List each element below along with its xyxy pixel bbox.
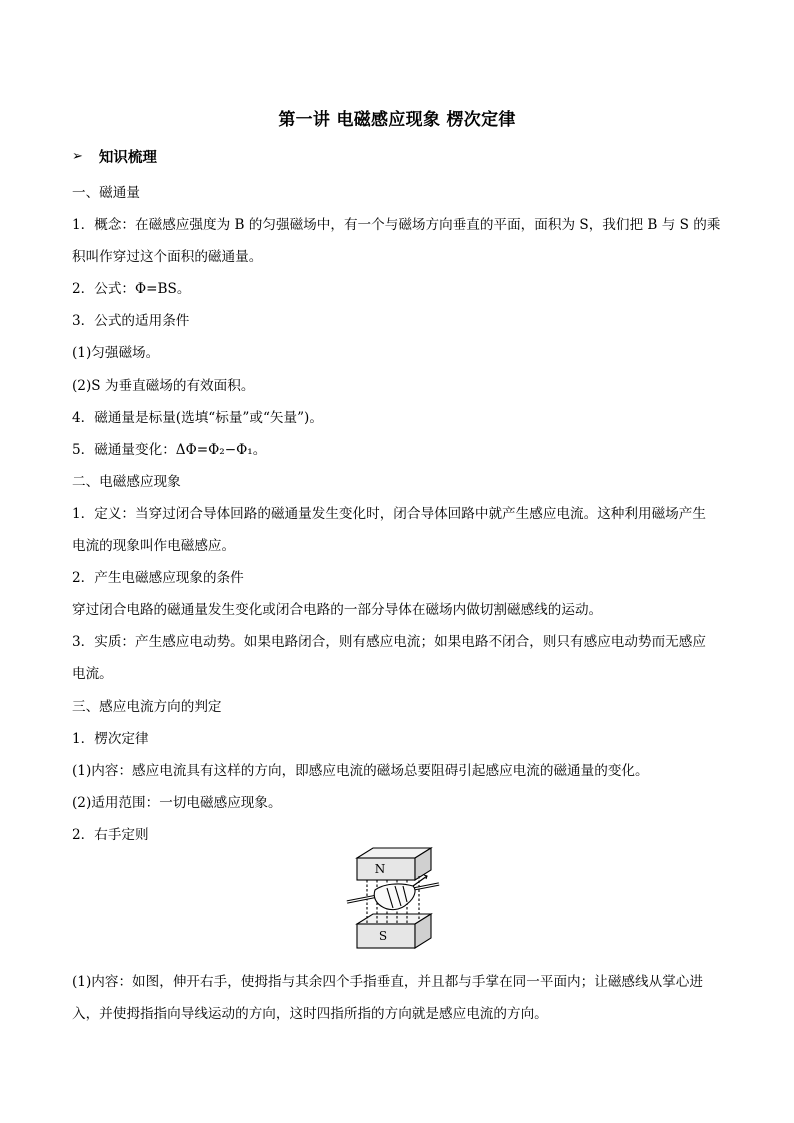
paragraph-line: 1．楞次定律 <box>72 730 149 747</box>
section-heading <box>72 146 157 167</box>
paragraph-line: (1)匀强磁场。 <box>72 345 160 362</box>
arrow-bullet-icon: ➢ <box>72 149 83 164</box>
paragraph-line: 3．公式的适用条件 <box>72 313 190 330</box>
paragraph-line: (2)适用范围：一切电磁感应现象。 <box>72 794 282 811</box>
paragraph-line: 5．磁通量变化：ΔΦ=Φ₂−Φ₁。 <box>72 441 267 458</box>
south-pole-label: S <box>378 929 388 943</box>
right-hand-rule-figure <box>343 846 455 958</box>
paragraph-line: 电流。 <box>72 666 113 683</box>
paragraph-line: (1)内容：如图，伸开右手，使拇指与其余四个手指垂直，并且都与手掌在同一平面内；让磁感线从掌心进 <box>72 974 703 990</box>
paragraph-line: 2．右手定则 <box>72 826 149 843</box>
page-title: 第一讲 电磁感应现象 楞次定律 <box>278 110 516 130</box>
paragraph-line: 2．公式：Φ=BS。 <box>72 281 191 298</box>
section-heading-text: 知识梳理 <box>98 150 157 166</box>
paragraph-line: 1．定义：当穿过闭合导体回路的磁通量发生变化时，闭合导体回路中就产生感应电流。这种利用磁场产生 <box>72 505 706 522</box>
paragraph-line: 三、感应电流方向的判定 <box>72 698 222 715</box>
paragraph-line: (1)内容：感应电流具有这样的方向，即感应电流的磁场总要阻碍引起感应电流的磁通量的变化。 <box>72 762 649 779</box>
paragraph-line: 二、电磁感应现象 <box>72 473 181 490</box>
paragraph-line: 2．产生电磁感应现象的条件 <box>72 570 244 587</box>
paragraph-line: 1．概念：在磁感应强度为 B 的匀强磁场中，有一个与磁场方向垂直的平面，面积为 S，我们把 B 与 S 的乘 <box>72 217 721 234</box>
paragraph-line: 穿过闭合电路的磁通量发生变化或闭合电路的一部分导体在磁场内做切割磁感线的运动。 <box>72 602 603 619</box>
paragraph-line: (2)S 为垂直磁场的有效面积。 <box>72 377 255 394</box>
body-text-lower <box>72 966 722 1030</box>
paragraph-line: 电流的现象叫作电磁感应。 <box>72 538 236 555</box>
north-pole-label: N <box>374 862 386 876</box>
paragraph-line: 3．实质：产生感应电动势。如果电路闭合，则有感应电流；如果电路不闭合，则只有感应电动势而无感应 <box>72 634 706 651</box>
paragraph-line: 入，并使拇指指向导线运动的方向，这时四指所指的方向就是感应电流的方向。 <box>72 1006 548 1023</box>
body-text-upper <box>72 177 722 851</box>
paragraph-line: 积叫作穿过这个面积的磁通量。 <box>72 249 263 266</box>
paragraph-line: 4．磁通量是标量(选填“标量”或“矢量”)。 <box>72 409 323 426</box>
paragraph-line: 一、磁通量 <box>72 185 140 201</box>
